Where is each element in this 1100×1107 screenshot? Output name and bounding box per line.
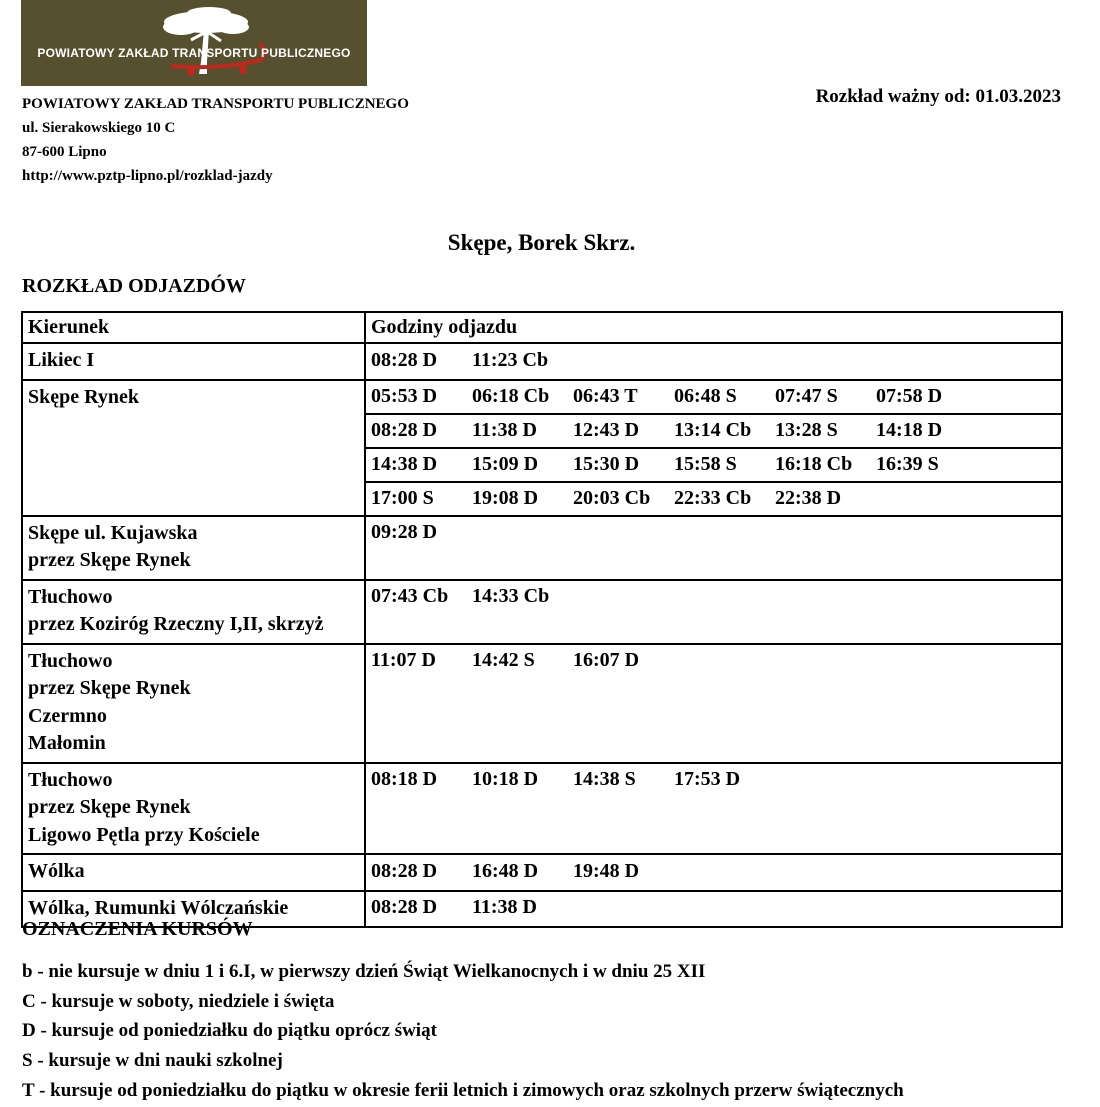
departure-time: 14:38 S: [573, 768, 636, 790]
timetable-row: [22, 854, 1062, 891]
org-name: POWIATOWY ZAKŁAD TRANSPORTU PUBLICZNEGO: [22, 96, 409, 112]
departure-time: 15:58 S: [674, 453, 737, 475]
departure-times-line: [366, 645, 1061, 677]
direction-line: przez Skępe Rynek: [28, 677, 191, 699]
departure-time: 08:28 D: [371, 896, 438, 918]
departure-time: 08:28 D: [371, 348, 438, 371]
departure-times-line: [366, 481, 1061, 515]
timetable-header-row: [22, 312, 1062, 343]
departure-time: 11:07 D: [371, 649, 436, 671]
logo-text: POWIATOWY ZAKŁAD TRANSPORTU PUBLICZNEGO: [37, 46, 351, 60]
departure-time: 16:39 S: [876, 453, 939, 475]
direction-line: Tłuchowo: [28, 585, 113, 608]
company-logo: [21, 0, 367, 86]
departure-time: 16:18 Cb: [775, 453, 853, 475]
direction-line: Skępe Rynek: [28, 385, 139, 408]
direction-line: Wólka, Rumunki Wólczańskie: [28, 896, 289, 919]
departure-times-cell: [365, 763, 1062, 855]
organization-address: [22, 92, 409, 188]
tree-bus-logo-icon: [21, 0, 367, 86]
legend-item: C - kursuje w soboty, niedziele i święta: [22, 990, 335, 1012]
direction-line: Ligowo Pętla przy Kościele: [28, 823, 260, 846]
departure-time: 22:38 D: [775, 487, 842, 509]
times-header: Godziny odjazdu: [371, 316, 518, 338]
departure-time: 13:28 S: [775, 419, 838, 441]
departure-time: 16:07 D: [573, 649, 640, 671]
departure-time: 10:18 D: [472, 768, 539, 790]
departure-time: 19:08 D: [472, 487, 539, 509]
departure-time: 14:33 Cb: [472, 585, 550, 607]
timetable-row: [22, 644, 1062, 763]
departure-time: 11:38 D: [472, 896, 537, 918]
departure-times-cell: [365, 854, 1062, 891]
direction-line: przez Skępe Rynek: [28, 796, 191, 818]
legend-item: S - kursuje w dni nauki szkolnej: [22, 1050, 283, 1072]
legend-item: b - nie kursuje w dniu 1 i 6.I, w pierwszy dzień Świąt Wielkanocnych i w dniu 25 XII: [22, 961, 706, 982]
legend-section-title: OZNACZENIA KURSÓW: [22, 918, 253, 940]
stop-title: Skępe, Borek Skrz.: [447, 230, 636, 255]
departure-time: 06:43 T: [573, 385, 638, 407]
org-url[interactable]: http://www.pztp-lipno.pl/rozklad-jazdy: [22, 168, 273, 184]
departure-time: 19:48 D: [573, 859, 640, 882]
departure-time: 09:28 D: [371, 521, 438, 543]
departure-time: 12:43 D: [573, 419, 640, 441]
timetable: [21, 311, 1063, 928]
departure-times-cell: [365, 644, 1062, 763]
departure-time: 16:48 D: [472, 859, 539, 882]
departure-times-line: [366, 517, 1061, 549]
direction-line: Czermno: [28, 704, 107, 727]
direction-cell: [22, 763, 365, 855]
timetable-row: [22, 380, 1062, 516]
direction-line: przez Skępe Rynek: [28, 549, 191, 571]
direction-cell: [22, 854, 365, 891]
departure-time: 17:53 D: [674, 768, 741, 790]
org-street: ul. Sierakowskiego 10 C: [22, 120, 176, 136]
direction-cell: [22, 580, 365, 644]
departure-time: 07:47 S: [775, 385, 838, 407]
departure-time: 06:48 S: [674, 385, 737, 407]
departure-times-line: [366, 855, 1061, 887]
departure-time: 13:14 Cb: [674, 419, 752, 441]
timetable-row: [22, 763, 1062, 855]
direction-cell: [22, 516, 365, 580]
direction-line: Tłuchowo: [28, 768, 113, 791]
departure-times-cell: [365, 380, 1062, 516]
departure-time: 08:28 D: [371, 419, 438, 441]
direction-line: Likiec I: [28, 349, 95, 371]
direction-line: przez Koziróg Rzeczny I,II, skrzyż: [28, 613, 324, 635]
departure-time: 07:58 D: [876, 385, 943, 407]
legend: [22, 957, 904, 1106]
direction-line: Skępe ul. Kujawska: [28, 521, 198, 544]
departure-time: 06:18 Cb: [472, 385, 550, 407]
departure-times-cell: [365, 516, 1062, 580]
departure-times-line: [366, 447, 1061, 481]
departure-time: 11:23 Cb: [472, 348, 549, 371]
timetable-row: [22, 580, 1062, 644]
departure-time: 14:38 D: [371, 453, 438, 475]
departure-time: 14:42 S: [472, 649, 535, 671]
departure-times-cell: [365, 891, 1062, 928]
direction-cell: [22, 380, 365, 516]
legend-item: D - kursuje od poniedziałku do piątku oprócz świąt: [22, 1020, 437, 1042]
departure-time: 15:30 D: [573, 453, 640, 475]
departure-time: 17:00 S: [371, 487, 434, 509]
departure-time: 11:38 D: [472, 419, 537, 441]
timetable-row: [22, 516, 1062, 580]
direction-cell: [22, 644, 365, 763]
departure-times-line: [366, 764, 1061, 796]
direction-line: Wólka: [28, 860, 85, 882]
departure-times-cell: [365, 343, 1062, 380]
departure-times-cell: [365, 580, 1062, 644]
departure-time: 08:18 D: [371, 768, 438, 790]
departure-time: 07:43 Cb: [371, 585, 449, 607]
direction-header: Kierunek: [22, 312, 365, 343]
departure-times-line: [366, 892, 1061, 924]
departure-time: 14:18 D: [876, 419, 943, 441]
departure-time: 22:33 Cb: [674, 487, 752, 509]
direction-cell: [22, 343, 365, 380]
departures-section-title: ROZKŁAD ODJAZDÓW: [22, 275, 246, 297]
departure-time: 20:03 Cb: [573, 487, 651, 509]
departure-times-line: [366, 413, 1061, 447]
direction-line: Tłuchowo: [28, 649, 113, 672]
departure-times-line: [366, 344, 1061, 376]
departure-times-line: [366, 381, 1061, 413]
valid-from-date: Rozkład ważny od: 01.03.2023: [815, 86, 1061, 107]
direction-line: Małomin: [28, 732, 106, 754]
org-city: 87-600 Lipno: [22, 144, 107, 160]
departure-times-line: [366, 581, 1061, 613]
departure-time: 05:53 D: [371, 385, 438, 407]
legend-item: T - kursuje od poniedziałku do piątku w okresie ferii letnich i zimowych oraz szkolnych przerw świątecznych: [22, 1079, 904, 1101]
departure-time: 15:09 D: [472, 453, 539, 475]
departure-time: 08:28 D: [371, 859, 438, 882]
timetable-row: [22, 343, 1062, 380]
